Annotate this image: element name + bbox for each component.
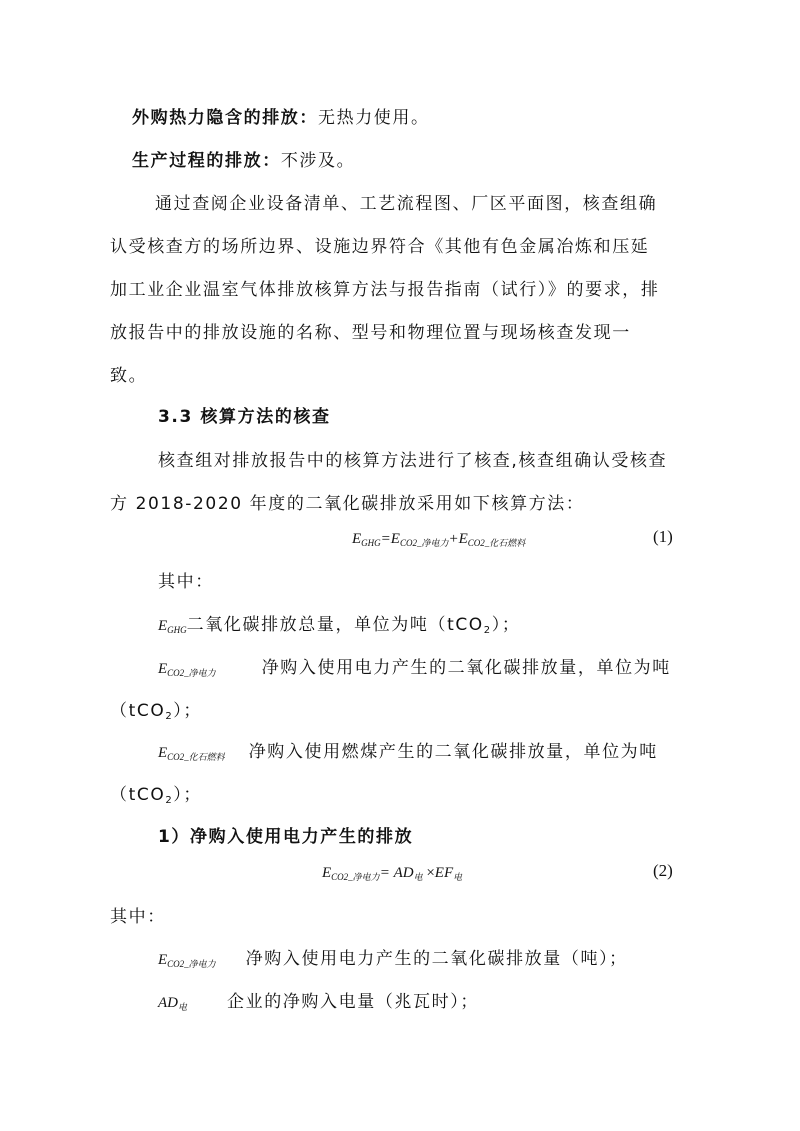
subsection-heading-electricity: 1）净购入使用电力产生的排放	[158, 827, 414, 847]
def5-text: 企业的净购入电量（兆瓦时）；	[227, 992, 479, 1012]
equation-2-number: (2)	[653, 861, 673, 880]
def1-text: 二氧化碳排放总量，单位为吨（tCO	[186, 615, 484, 635]
paragraph-boundary-line: 加工业企业温室气体排放核算方法与报告指南（试行）》的要求，排	[110, 280, 660, 300]
eq1-term1-sub: CO2_净电力	[399, 538, 449, 548]
paragraph-method-line: 方 2018-2020 年度的二氧化碳排放采用如下核算方法：	[110, 494, 585, 514]
definition-e-fossil-fuel	[158, 740, 658, 769]
eq1-term2: E	[458, 531, 468, 547]
definition-e-electricity	[158, 656, 671, 685]
def2-symbol: $E_{CO2\_净电力}$	[158, 661, 216, 678]
section-heading-3-3: 3.3 核算方法的核查	[158, 407, 331, 427]
paragraph-boundary-line: 放报告中的排放设施的名称、型号和物理位置与现场核查发现一	[110, 323, 631, 343]
paragraph-method-line: 核查组对排放报告中的核算方法进行了核查,核查组确认受核查	[158, 451, 668, 471]
equation-1-number: (1)	[653, 527, 673, 546]
definition-e-ghg: $E_{GHG}$二氧化碳排放总量，单位为吨（tCO$_2$）；	[158, 615, 521, 636]
def5-symbol: $AD_电$	[158, 995, 188, 1012]
paragraph-purchased-heat	[132, 106, 430, 130]
def4-symbol: $E_{CO2\_净电力}$	[158, 952, 216, 969]
def2-text: 净购入使用电力产生的二氧化碳排放量，单位为吨	[261, 658, 671, 678]
heading-production-process: 生产过程的排放：	[132, 151, 281, 171]
def3-symbol: $E_{CO2\_化石燃料}$	[158, 745, 225, 762]
paragraph-boundary-line: 认受核查方的场所边界、设施边界符合《其他有色金属冶炼和压延	[110, 237, 650, 257]
definition-e-electricity-2	[158, 947, 628, 976]
eq1-lhs-sub: GHG	[361, 538, 381, 548]
eq1-term1: E	[390, 531, 400, 547]
text-purchased-heat: 无热力使用。	[318, 108, 430, 128]
def4-text: 净购入使用电力产生的二氧化碳排放量（吨）；	[245, 949, 628, 969]
paragraph-production-process	[132, 149, 355, 173]
definition-ad-electricity	[158, 990, 479, 1019]
where-label: 其中：	[110, 907, 166, 927]
heading-purchased-heat: 外购热力隐含的排放：	[132, 108, 318, 128]
definition-e-electricity-cont: （tCO$_2$）；	[110, 701, 202, 722]
eq1-term2-sub: CO2_化石燃料	[467, 538, 526, 548]
equation-2: $E_{CO2\_净电力}= AD_电 \times EF_电$	[322, 865, 463, 882]
where-label: 其中：	[158, 572, 214, 592]
def1-symbol: $E_{GHG}$	[158, 618, 187, 635]
equation-1: $E_{GHG}=E_{CO2\_净电力}+E_{CO2\_化石燃料}$	[352, 531, 526, 548]
text-production-process: 不涉及。	[280, 151, 356, 171]
def1-chem: 2	[483, 625, 492, 636]
def3-text: 净购入使用燃煤产生的二氧化碳排放量，单位为吨	[248, 742, 658, 762]
paragraph-boundary-line: 通过查阅企业设备清单、工艺流程图、厂区平面图，核查组确	[155, 194, 658, 214]
eq1-lhs: E	[352, 531, 362, 547]
definition-e-fossil-fuel-cont: （tCO$_2$）；	[110, 785, 202, 806]
paragraph-boundary-line: 致。	[110, 366, 148, 386]
